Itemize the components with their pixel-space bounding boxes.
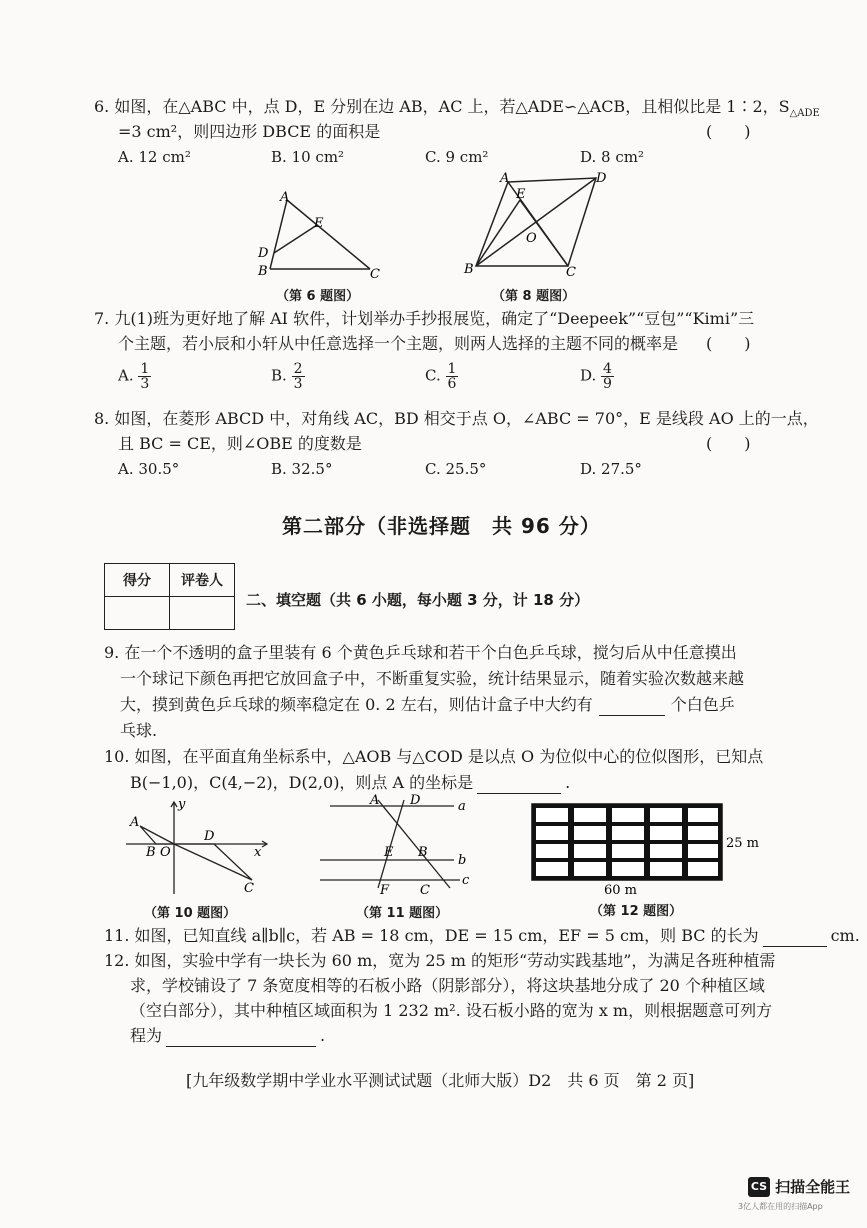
grader-header: 评卷人 — [170, 564, 235, 597]
q7-option-d-fraction — [601, 362, 614, 391]
score-cell[interactable] — [105, 597, 170, 630]
q7-option-c-fraction — [446, 362, 459, 391]
q10-line2-tail: . — [565, 773, 571, 792]
fig10-label-c: C — [244, 881, 254, 896]
q9-line3-text: 大，摸到黄色乒乓球的频率稳定在 0. 2 左右，则估计盒子中大约有 — [120, 695, 593, 714]
fig8-label-a: A — [500, 171, 510, 186]
q7-option-c — [425, 362, 458, 391]
q10-line2 — [130, 772, 570, 794]
fig8-label-d: D — [596, 171, 607, 186]
figure-10 — [122, 796, 272, 896]
q6-option-d: D. 8 cm² — [580, 148, 644, 166]
q12-answer-blank[interactable] — [166, 1025, 316, 1047]
fig10-label-d: D — [204, 829, 215, 844]
fig11-label-f: F — [380, 883, 390, 898]
fig12-caption: （第 12 题图） — [590, 904, 683, 919]
cs-badge-icon: CS — [748, 1177, 770, 1197]
scanner-app-name: 扫描全能王 — [775, 1178, 851, 1196]
q7-line2: 个主题，若小辰和小轩从中任意选择一个主题，则两人选择的主题不同的概率是 — [118, 334, 679, 353]
q9-answer-blank[interactable] — [599, 694, 665, 716]
fraction-numerator: 1 — [447, 361, 457, 377]
q7-option-b-fraction — [292, 362, 305, 391]
fraction-denominator: 9 — [603, 376, 612, 392]
fig6-label-a: A — [280, 190, 290, 205]
q6-option-b: B. 10 cm² — [271, 148, 345, 166]
fig12-height-label: 25 m — [726, 836, 760, 851]
q6-answer-paren: ( ) — [706, 122, 751, 141]
fig6-label-b: B — [258, 264, 268, 279]
q9-line1: 9. 在一个不透明的盒子里装有 6 个黄色乒乓球和若干个白色乒乓球，搅匀后从中任意摸出 — [104, 643, 737, 662]
q10-line1: 10. 如图，在平面直角坐标系中，△AOB 与△COD 是以点 O 为位似中心的位似图形，已知点 — [104, 747, 764, 766]
q11-line1 — [104, 925, 860, 947]
fig10-label-y: y — [178, 797, 186, 812]
q12-line3: （空白部分），其中种植区域面积为 1 232 m². 设石板小路的宽为 x m，则根据题意可列方 — [130, 1001, 773, 1020]
q7-option-a-prefix: A. — [118, 366, 134, 385]
q7-option-c-prefix: C. — [425, 366, 441, 385]
fig8-label-b: B — [464, 262, 474, 277]
q8-option-c: C. 25.5° — [425, 460, 487, 478]
q8-option-d: D. 27.5° — [580, 460, 642, 478]
q6-text: 6. 如图，在△ABC 中，点 D，E 分别在边 AB，AC 上，若△ADE∽△ACB，且相似比是 1∶2，S — [94, 97, 790, 116]
fig10-label-x: x — [254, 845, 262, 860]
fig11-label-a: A — [370, 794, 380, 808]
fig6-label-d: D — [258, 246, 269, 261]
q7-option-d-prefix: D. — [580, 366, 597, 385]
fraction-denominator: 3 — [293, 376, 303, 392]
fig11-caption: （第 11 题图） — [356, 906, 449, 921]
fig8-label-e: E — [516, 187, 526, 202]
q8-line2: 且 BC = CE，则∠OBE 的度数是 — [118, 434, 362, 453]
scanner-tagline: 3亿人都在用的扫描App — [738, 1202, 823, 1211]
scanner-watermark — [738, 1176, 851, 1211]
fig6-caption: （第 6 题图） — [276, 289, 360, 304]
fraction-numerator: 2 — [293, 361, 303, 377]
q12-line1: 12. 如图，实验中学有一块长为 60 m，宽为 25 m 的矩形“劳动实践基地”，为满足各班种植需 — [104, 951, 776, 970]
fig11-label-e: E — [384, 845, 394, 860]
q12-line4 — [130, 1025, 325, 1047]
fig12-width-label: 60 m — [604, 883, 638, 896]
fraction-denominator: 3 — [140, 376, 150, 392]
fraction-denominator: 6 — [447, 376, 457, 392]
q11-text: 11. 如图，已知直线 a∥b∥c，若 AB = 18 cm，DE = 15 cm，EF = 5 cm，则 BC 的长为 — [104, 926, 759, 945]
q10-answer-blank[interactable] — [477, 772, 561, 794]
fig11-label-d: D — [410, 794, 421, 808]
fig10-label-b: B — [146, 845, 156, 860]
fig8-label-o: O — [526, 231, 537, 246]
fig11-label-line-b: b — [458, 853, 467, 868]
q7-option-d — [580, 362, 614, 391]
q10-line2-text: B(−1,0)，C(4,−2)，D(2,0)，则点 A 的坐标是 — [130, 773, 474, 792]
figure-6 — [250, 185, 400, 285]
score-header: 得分 — [105, 564, 170, 597]
q7-option-b-prefix: B. — [271, 366, 287, 385]
q6-line2: =3 cm²，则四边形 DBCE 的面积是 — [118, 122, 381, 141]
q8-option-b: B. 32.5° — [271, 460, 333, 478]
q7-option-a-fraction — [138, 362, 151, 391]
figure-11 — [312, 794, 482, 900]
q9-line2: 一个球记下颜色再把它放回盒子中，不断重复实验，统计结果显示，随着实验次数越来越 — [120, 669, 745, 688]
q6-option-c: C. 9 cm² — [425, 148, 489, 166]
q6-subscript: △ADE — [789, 108, 820, 120]
q12-line4-text: 程为 — [130, 1026, 163, 1045]
q8-answer-paren: ( ) — [706, 434, 751, 453]
q8-line1: 8. 如图，在菱形 ABCD 中，对角线 AC，BD 相交于点 O，∠ABC = 70°，E 是线段 AO 上的一点， — [94, 409, 819, 428]
q6-option-a: A. 12 cm² — [118, 148, 191, 166]
q8-option-a: A. 30.5° — [118, 460, 180, 478]
fraction-numerator: 4 — [603, 361, 612, 377]
fig11-label-line-a: a — [458, 799, 466, 814]
q9-line3-tail: 个白色乒 — [670, 695, 735, 714]
q11-answer-blank[interactable] — [763, 925, 827, 947]
fig11-label-b: B — [418, 845, 428, 860]
section2-heading: 二、填空题（共 6 小题，每小题 3 分，计 18 分） — [246, 591, 590, 609]
fig10-caption: （第 10 题图） — [144, 906, 237, 921]
q9-line4: 乓球. — [120, 721, 158, 740]
part2-title: 第二部分（非选择题 共 96 分） — [282, 514, 601, 538]
fraction-numerator: 1 — [140, 361, 150, 377]
q7-line1: 7. 九(1)班为更好地了解 AI 软件，计划举办手抄报展览，确定了“Deepeek”“豆包”“Kimi”三 — [94, 309, 755, 328]
fig10-label-a: A — [130, 815, 140, 830]
score-table — [104, 563, 235, 630]
fig8-label-c: C — [566, 265, 576, 280]
q12-line2: 求，学校铺设了 7 条宽度相等的石板小路（阴影部分），将这块基地分成了 20 个种植区域 — [130, 976, 765, 995]
fig10-label-o: O — [160, 845, 171, 860]
q11-unit: cm. — [830, 926, 860, 945]
page-footer: [九年级数学期中学业水平测试试题（北师大版）D2 共 6 页 第 2 页] — [186, 1071, 695, 1090]
figure-12 — [520, 800, 760, 896]
q7-option-b — [271, 362, 305, 391]
fig8-caption: （第 8 题图） — [492, 289, 576, 304]
q7-answer-paren: ( ) — [706, 334, 751, 353]
fig6-label-c: C — [370, 267, 380, 282]
fig11-label-c: C — [420, 883, 430, 898]
figure-8 — [460, 168, 610, 283]
q9-line3 — [120, 694, 735, 716]
q7-option-a — [118, 362, 151, 391]
fig6-label-e: E — [314, 216, 324, 231]
grader-cell[interactable] — [170, 597, 235, 630]
fig11-label-line-c: c — [462, 873, 470, 888]
q12-line4-tail: . — [320, 1026, 326, 1045]
